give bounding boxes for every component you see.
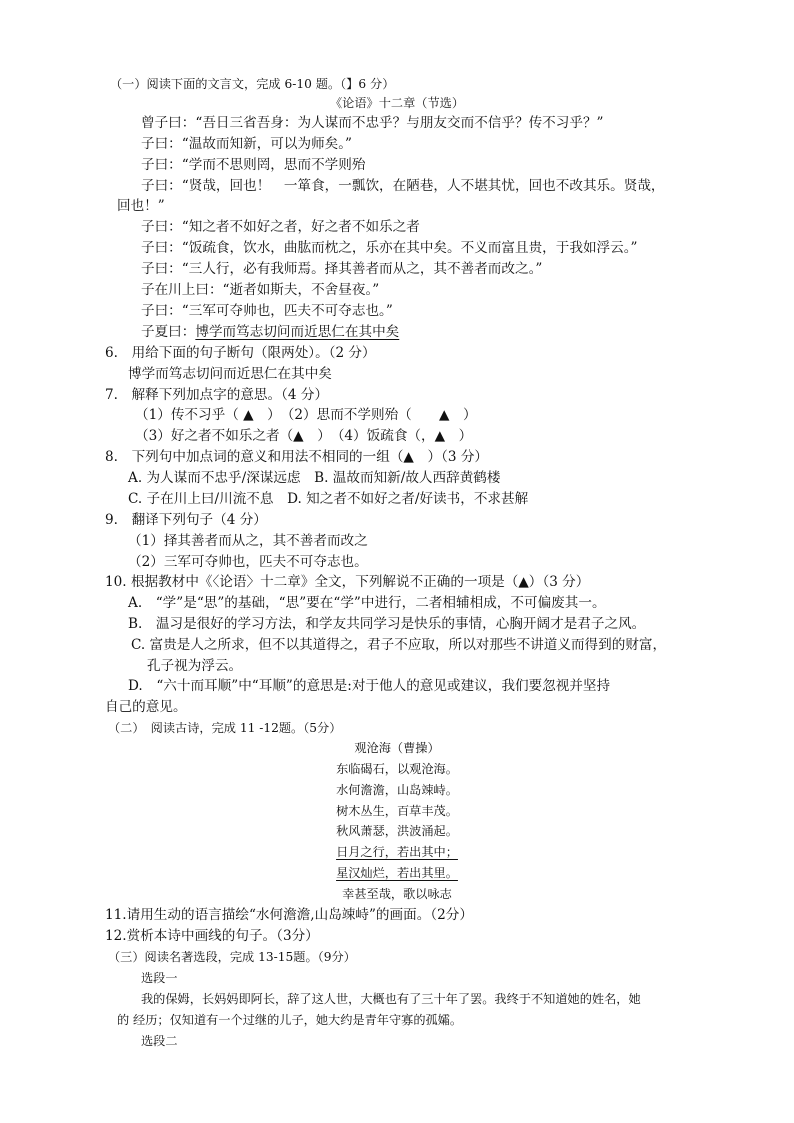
question-10-option-a: A. “学”是“思”的基础，“思”要在“学”中进行，二者相辅相成，不可偏废其一。 bbox=[128, 595, 606, 611]
section1-heading: （一）阅读下面的文言文，完成 6-10 题。（】6 分） bbox=[110, 77, 395, 91]
excerpt-2-label: 选段二 bbox=[141, 1034, 178, 1048]
question-7-stem: 7. 解释下列加点字的意思。（4 分） bbox=[105, 387, 329, 403]
question-8-options: C. 子在川上曰/川流不息 D. 知之者不如好之者/好读书，不求甚解 bbox=[128, 491, 529, 507]
question-10-option-c: C. 富贵是人之所求，但不以其道得之，君子不应取，所以对那些不讲道义而得到的财富， bbox=[131, 637, 667, 653]
passage-line: 子曰：“知之者不如好之者，好之者不如乐之者 bbox=[141, 219, 420, 235]
passage-line: 子曰：“三军可夺帅也，匹夫不可夺志也。” bbox=[141, 303, 393, 319]
passage-line: 子曰：“饭疏食，饮水，曲肱而枕之，乐亦在其中矣。不义而富且贵，于我如浮云。” bbox=[141, 240, 638, 256]
question-12: 12.赏析本诗中画线的句子。（3分） bbox=[105, 928, 319, 944]
poem-title: 观沧海（曹操） bbox=[354, 741, 440, 755]
question-6-stem: 6. 用给下面的句子断句（限两处）。（2 分） bbox=[105, 345, 376, 361]
excerpt-1-label: 选段一 bbox=[141, 971, 178, 985]
question-9-stem: 9. 翻译下列句子（4 分） bbox=[105, 512, 267, 528]
question-7-row: （1）传不习乎（ ▲ ） （2）思而不学则殆（ ▲ ） bbox=[135, 407, 477, 423]
question-8-options: A. 为人谋而不忠乎/深谋远虑 B. 温故而知新/故人西辞黄鹤楼 bbox=[128, 470, 501, 486]
poem-line: 水何澹澹，山岛竦峙。 bbox=[336, 783, 458, 797]
question-7-row: （3）好之者不如乐之者（▲ ） （4）饭疏食（，▲ ） bbox=[135, 428, 473, 444]
question-9-item: （1）择其善者而从之，其不善者而改之 bbox=[128, 533, 368, 549]
passage-line: 回也！” bbox=[117, 198, 165, 214]
question-10-option-d-cont: 自己的意见。 bbox=[105, 699, 187, 715]
section3-heading: （三）阅读名著选段，完成 13-15题。（9分） bbox=[108, 950, 356, 964]
question-10-option-c-cont: 孔子视为浮云。 bbox=[147, 658, 243, 674]
underlined-poem-line: 日月之行，若出其中； bbox=[336, 845, 458, 859]
question-11: 11.请用生动的语言描绘“水何澹澹,山岛竦峙”的画面。（2分） bbox=[105, 907, 473, 923]
poem-line: 树木丛生，百草丰茂。 bbox=[336, 804, 458, 818]
passage-line: 子曰：“贤哉，回也！ 一箪食，一瓢饮，在陋巷，人不堪其忧，回也不改其乐。贤哉， bbox=[141, 178, 665, 194]
poem-line: 幸甚至哉，歌以咏志 bbox=[342, 887, 452, 901]
excerpt-1-line: 我的保姆，长妈妈即阿长，辞了这人世，大概也有了三十年了罢。我终于不知道她的姓名，她 bbox=[141, 992, 641, 1006]
poem-line-underlined bbox=[0, 867, 794, 879]
section2-heading: （二） 阅读古诗，完成 11 -12题。（5分） bbox=[108, 721, 342, 735]
passage-line: 曾子曰：“吾日三省吾身：为人谋而不忠乎？与朋友交而不信乎？传不习乎？” bbox=[141, 115, 604, 131]
question-6-text: 博学而笃志切问而近思仁在其中矣 bbox=[128, 366, 332, 382]
question-9-item: （2）三军可夺帅也，匹夫不可夺志也。 bbox=[128, 554, 368, 570]
speaker-label: 子夏曰： bbox=[141, 324, 196, 340]
poem-line: 东临碣石，以观沧海。 bbox=[336, 762, 458, 776]
question-10-option-d: D. “六十而耳顺”中“耳顺”的意思是:对于他人的意见或建议，我们要忽视并坚持 bbox=[128, 678, 611, 694]
passage-line: 子曰：“学而不思则罔，思而不学则殆 bbox=[141, 157, 366, 173]
poem-line: 秋风萧瑟，洪波涌起。 bbox=[336, 824, 458, 838]
passage-line-last bbox=[141, 326, 399, 340]
question-10-stem: 10. 根据教材中《〈论语〉十二章》全文，下列解说不正确的一项是（▲）（3 分） bbox=[105, 574, 590, 590]
passage-line: 子曰：“三人行，必有我师焉。择其善者而从之，其不善者而改之。” bbox=[141, 261, 543, 277]
passage-title: 《论语》十二章（节选） bbox=[329, 96, 465, 110]
underlined-poem-line: 星汉灿烂，若出其里。 bbox=[336, 866, 458, 880]
excerpt-1-line: 的 经历；仅知道有一个过继的儿子，她大约是青年守寡的孤孀。 bbox=[117, 1013, 463, 1027]
question-8-stem: 8. 下列句中加点词的意义和用法不相同的一组（▲ ）（3 分） bbox=[105, 449, 489, 465]
passage-line: 子曰：“温故而知新，可以为师矣。” bbox=[141, 136, 353, 152]
question-10-option-b: B. 温习是很好的学习方法，和学友共同学习是快乐的事情，心胸开阔才是君子之风。 bbox=[128, 616, 646, 632]
poem-line-underlined bbox=[0, 846, 794, 858]
underlined-sentence: 博学而笃志切问而近思仁在其中矣 bbox=[195, 324, 400, 340]
passage-line: 子在川上曰：“逝者如斯夫，不舍昼夜。” bbox=[141, 282, 380, 298]
